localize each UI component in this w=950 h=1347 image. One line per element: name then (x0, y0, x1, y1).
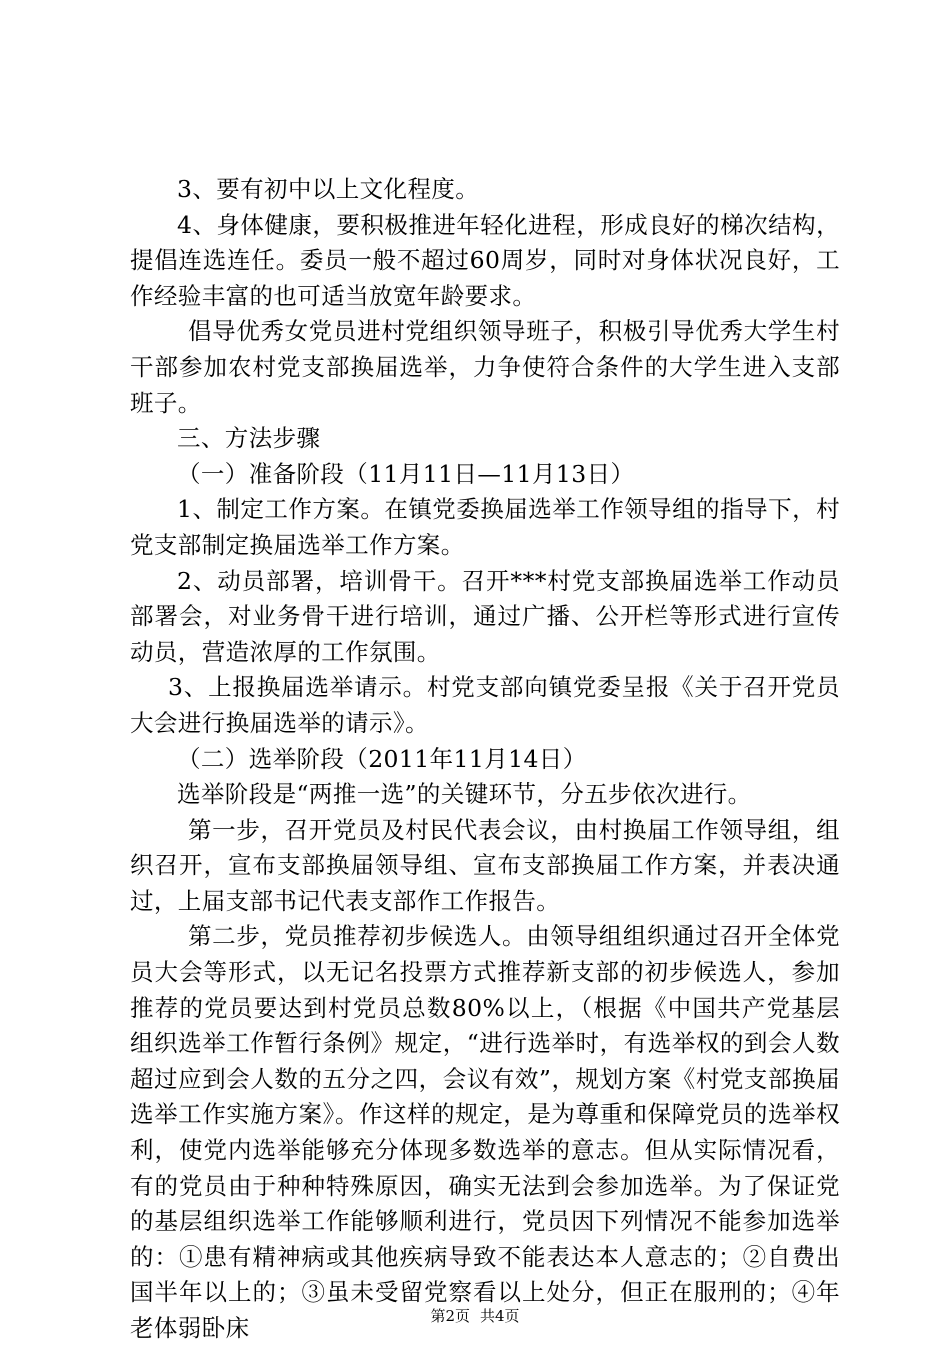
document-body (130, 172, 840, 1347)
page-total: 共4页 (480, 1307, 520, 1325)
subsection-heading: （一）准备阶段（11月11日—11月13日） (177, 459, 635, 488)
section-heading: 三、方法步骤 (177, 424, 321, 453)
paragraph: 选举阶段是“两推一选”的关键环节，分五步依次进行。 (177, 780, 752, 809)
page-footer (0, 1306, 950, 1326)
paragraph: 1、制定工作方案。在镇党委换届选举工作领导组的指导下，村党支部制定换届选举工作方案。 (130, 495, 840, 559)
paragraph: 第二步，党员推荐初步候选人。由领导组组织通过召开全体党员大会等形式，以无记名投票方式推荐新支部的初步候选人，参加推荐的党员要达到村党员总数80%以上，（根据《中国共产党基层组织选举工作暂行条例》规定，“进行选举时，有选举权的到会人数超过应到会人数的五分之四，会议有效”，规划方案《村党支部换届选举工作实施方案》。作这样的规定，是为尊重和保障党员的选举权利，使党内选举能够充分体现多数选举的意志。但从实际情况看，有的党员由于种种特殊原因，确实无法到会参加选举。为了保证党的基层组织选举工作能够顺利进行，党员因下列情况不能参加选举的：①患有精神病或其他疾病导致不能表达本人意志的；②自费出国半年以上的；③虽未受留党察看以上处分，但正在服刑的；④年老体弱卧床 (130, 922, 840, 1342)
paragraph: 3、上报换届选举请示。村党支部向镇党委呈报《关于召开党员大会进行换届选举的请示》。 (130, 673, 840, 737)
page-number: 第2页 (430, 1307, 470, 1325)
paragraph: 第一步，召开党员及村民代表会议，由村换届工作领导组，组织召开，宣布支部换届领导组、宣布支部换届工作方案，并表决通过，上届支部书记代表支部作工作报告。 (130, 815, 840, 915)
subsection-heading: （二）选举阶段（2011年11月14日） (177, 744, 587, 773)
paragraph: 2、动员部署，培训骨干。召开***村党支部换届选举工作动员部署会，对业务骨干进行培训，通过广播、公开栏等形式进行宣传动员，营造浓厚的工作氛围。 (130, 566, 840, 666)
paragraph: 倡导优秀女党员进村党组织领导班子，积极引导优秀大学生村干部参加农村党支部换届选举，力争使符合条件的大学生进入支部班子。 (130, 317, 840, 417)
paragraph: 4、身体健康，要积极推进年轻化进程，形成良好的梯次结构，提倡连选连任。委员一般不超过60周岁，同时对身体状况良好，工作经验丰富的也可适当放宽年龄要求。 (130, 210, 840, 310)
paragraph: 3、要有初中以上文化程度。 (177, 175, 480, 203)
